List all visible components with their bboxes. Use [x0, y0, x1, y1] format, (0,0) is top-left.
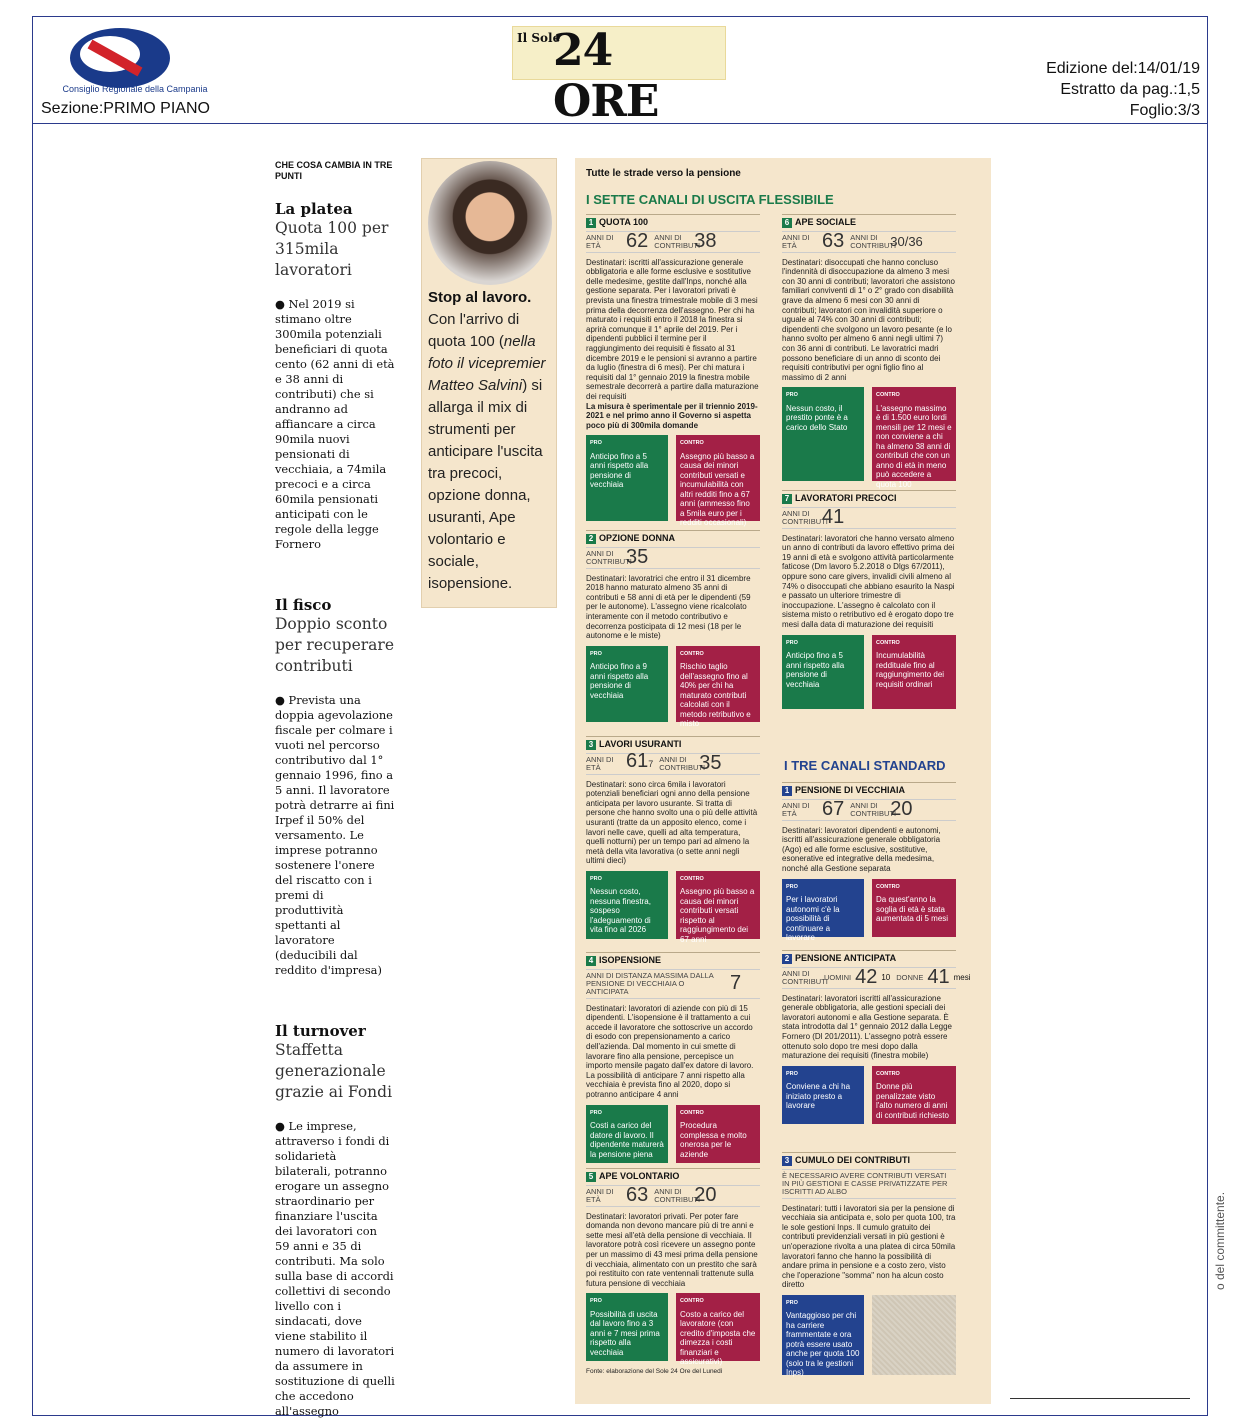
item-head: Il fisco	[275, 596, 332, 614]
bottom-rule	[1010, 1398, 1190, 1408]
card-pensione-anticipata: 2 PENSIONE ANTICIPATA ANNI DI CONTRIBUTI UOMINI 42 10 DONNE 41 mesi Destinatari: lavoratori iscritti all'assicurazione generale obbligatoria, alle gestioni speciali dei lavoratori autonomi e alla Gestione separata. È stata introdotta dal 1° gennaio 2012 dalla Legge Fornero (Dl 201/2011). L'assegno potrà essere ottenuto solo dopo tre mesi dopo dalla maturazione dei requisiti (finestra mobile) PRO Conviene a chi ha iniziato presto a lavorare CONTRO Donne più penalizzate visto l'alto numero di anni di contributi richiesto	[782, 950, 956, 1124]
edition-date: Edizione del:14/01/19	[1046, 60, 1200, 77]
section-label: Sezione:PRIMO PIANO	[41, 100, 210, 117]
section-standard: I TRE CANALI STANDARD	[784, 758, 946, 773]
infographic-panel	[575, 158, 991, 1404]
source-note: Fonte: elaborazione del Sole 24 Ore del Lunedì	[586, 1368, 723, 1376]
panel-title: Tutte le strade verso la pensione	[586, 168, 741, 179]
left-column	[275, 160, 395, 1419]
item-deck: Quota 100 per 315mila lavoratori	[275, 219, 389, 279]
photo-caption: Stop al lavoro. Con l'arrivo di quota 100 (nella foto il vicepremier Matteo Salvini) si allarga il mix di strumenti per anticipare l'uscita tra precoci, opzione donna, usuranti, Ape volontario e sociale, isopensione.	[428, 289, 546, 592]
item-head: Il turnover	[275, 1022, 366, 1040]
item-deck: Doppio sconto per recuperare contributi	[275, 615, 395, 675]
card-ape-volontario: 5 APE VOLONTARIO ANNI DI ETÀ 63 ANNI DI CONTRIBUTI 20 Destinatari: lavoratori privati. Per poter fare domanda non devono mancare più di tre anni e sette mesi all'età della pensione di vecchiaia. Il lavoratore potrà così ricevere un assegno ponte per un massimo di 43 mesi prima della pensione di vecchiaia, alimentato con un prestito che sarà poi restituito con rate ventennali trattenute sulla futura pensione di vecchiaia PRO Possibilità di uscita dal lavoro fino a 3 anni e 7 mesi prima rispetto alla vecchiaia CONTRO Costo a carico del lavoratore (con credito d'imposta che dimezza i costi finanziari e assicurativi) Fonte: elaborazione del Sole 24 Ore del Lunedì	[586, 1168, 760, 1377]
card-quota100: 1 QUOTA 100 ANNI DI ETÀ 62 ANNI DI CONTRIBUTI 38 Destinatari: iscritti all'assicurazione generale obbligatoria e alle forme esclusive e sostitutive delle medesime, gestite dall'Inps, nonché alla gestione separata. Per i lavoratori privati è prevista una finestra trimestrale mobile di 3 mesi prima della decorrenza dell'assegno. Per chi ha maturato i requisiti entro il 2018 la finestra si aprirà comunque il 1° aprile del 2019. Per i dipendenti pubblici il termine per il raggiungimento dei requisiti è fissato al 31 dicembre 2019 e le pensioni si avranno a partire da luglio (finestra di 6 mesi). Per chi matura i requisiti dal 1° gennaio 2019 la finestra mobile semestrale decorrerà a partire dalla maturazione dei requisiti La misura è sperimentale per il triennio 2019-2021 e nel primo anno il Governo si aspetta poco più di 300mila domande PRO Anticipo fino a 5 anni rispetto alla pensione di vecchiaia CONTRO Assegno più basso a causa dei minori contributi versati e incumulabilità con altri redditi fino a 67 anni (ammesso fino a 5mila euro per i redditi occasionali)	[586, 214, 760, 521]
item-body: ● Nel 2019 si stimano oltre 300mila potenziali beneficiari di quota cento (62 anni di età e 38 anni di contributi) che si andranno ad affiancare a circa 90mila nuovi pensionati di vecchiaia, a 74mila precoci e a circa 60mila pensionati anticipati con le regole della legge Fornero	[275, 297, 395, 551]
card-pensione-vecchiaia: 1 PENSIONE DI VECCHIAIA ANNI DI ETÀ 67 ANNI DI CONTRIBUTI 20 Destinatari: lavoratori dipendenti e autonomi, iscritti all'assicurazione generale obbligatoria (Ago) ed alle forme esclusive, sostitutive, esonerative ed integrative della medesima, nonché alla Gestione separata PRO Per i lavoratori autonomi c'è la possibilità di continuare a lavorare CONTRO Da quest'anno la soglia di età è stata aumentata di 5 mesi	[782, 782, 956, 937]
card-lavoratori-precoci: 7 LAVORATORI PRECOCI ANNI DI CONTRIBUTI 41 Destinatari: lavoratori che hanno versato almeno un anno di contributi da lavoro effettivo prima dei 19 anni di età e svolgono attività particolarmente faticose (Dm lavoro 5.2.2018 o Dlgs 67/2011), oppure sono care givers, invalidi civili almeno al 74% o disoccupati che abbiano esaurito la Naspi e passato un ulteriore trimestre di inoccupazione. L'assegno è calcolato con il sistema misto o retributivo ed è erogato dopo tre mesi dalla data di maturazione dei requisiti PRO Anticipo fino a 5 anni rispetto alla pensione di vecchiaia CONTRO Incumulabilità reddituale fino al raggiungimento dei requisiti ordinari	[782, 490, 956, 709]
kicker: CHE COSA CAMBIA IN TRE PUNTI	[275, 160, 393, 181]
masthead-big: 24 ORE	[553, 25, 659, 127]
edition-meta	[1046, 58, 1200, 121]
pattern-block	[872, 1295, 956, 1375]
logo-text: Consiglio Regionale della Campania	[62, 84, 208, 94]
masthead	[512, 25, 726, 127]
side-note: o del committente.	[1213, 1191, 1227, 1290]
card-lavori-usuranti: 3 LAVORI USURANTI ANNI DI ETÀ 617 ANNI DI CONTRIBUTI 35 Destinatari: sono circa 6mila i lavoratori potenziali beneficiari ogni anno della pensione anticipata per lavoro usurante. Si tratta di persone che hanno svolto una o più delle attività usuranti (tratte da un apposito elenco, come i lavori nelle cave, quelli ad alta temperatura, quelli notturni) per un tempo pari ad almeno la metà della vita lavorativa (o sette anni negli ultimi dieci) PRO Nessun costo, nessuna finestra, sospeso l'adeguamento di vita fino al 2026 CONTRO Assegno più basso a causa dei minori contributi versati rispetto al raggiungimento dei 67 anni	[586, 736, 760, 939]
item-body: ● Le imprese, attraverso i fondi di solidarietà bilaterali, potranno erogare un assegno straordinario per finanziare l'uscita dei lavoratori con 59 anni e 35 di contributi. Ma solo sulla base di accordi collettivi di secondo livello con i sindacati, dove viene stabilito il numero di lavoratori da assumere in sostituzione di quelli che accedono all'assegno	[275, 1119, 395, 1418]
salvini-photo	[428, 161, 552, 285]
section-flexible: I SETTE CANALI DI USCITA FLESSIBILE	[586, 192, 834, 207]
photo-box	[421, 158, 557, 608]
extract-page: Estratto da pag.:1,5	[1060, 81, 1200, 98]
card-ape-sociale: 6 APE SOCIALE ANNI DI ETÀ 63 ANNI DI CONTRIBUTI 30/36 Destinatari: disoccupati che hanno concluso l'indennità di disoccupazione da almeno 3 mesi con 30 anni di contributi; lavoratori che assistono familiari conviventi di 1° o 2° grado con disabilità grave da almeno 6 mesi con 30 anni di contributi; lavoratori con invalidità superiore o uguale al 74% con 30 anni di contributi; dipendenti che svolgono un lavoro pesante (e lo hanno svolto per almeno 6 anni negli ultimi 7) con 36 anni di contributi. Le lavoratrici madri possono beneficiare di un anno di sconto dei requisiti contributivi per ogni figlio fino al massimo di 2 anni PRO Nessun costo, il prestito ponte è a carico dello Stato CONTRO L'assegno massimo è di 1.500 euro lordi mensili per 12 mesi e non conviene a chi ha almeno 38 anni di contributi che con un anno di età in meno può accedere a quota 100	[782, 214, 956, 481]
item-body: ● Prevista una doppia agevolazione fiscale per colmare i vuoti nel percorso contributivo dal 1° gennaio 1996, fino a 5 anni. Il lavoratore potrà detrarre ai fini Irpef il 50% del versamento. Le imprese potranno sostenere l'onere del riscatto con i premi di produttività spettanti al lavoratore (deducibili dal reddito d'impresa)	[275, 693, 395, 977]
item-deck: Staffetta generazionale grazie ai Fondi	[275, 1041, 393, 1101]
masthead-small: Il Sole	[517, 31, 561, 45]
card-isopensione: 4 ISOPENSIONE ANNI DI DISTANZA MASSIMA DALLA PENSIONE DI VECCHIAIA O ANTICIPATA 7 Destinatari: lavoratori di aziende con più di 15 dipendenti. L'isopensione è il trattamento a cui accede il lavoratore che sottoscrive un accordo di esodo con prepensionamento a carico dell'azienda. Dal momento in cui smette di lavorare fino alla pensione, percepisce un importo mensile pagato dall'ex datore di lavoro. La possibilità di anticipare 7 anni rispetto alla vecchiaia è prevista fino al 2020, dopo si potranno anticipare 4 anni PRO Costi a carico del datore di lavoro. Il dipendente maturerà la pensione piena CONTRO Procedura complessa e molto onerosa per le aziende	[586, 952, 760, 1163]
sheet-number: Foglio:3/3	[1129, 102, 1200, 119]
item-head: La platea	[275, 200, 353, 218]
card-cumulo-contributi: 3 CUMULO DEI CONTRIBUTI È NECESSARIO AVERE CONTRIBUTI VERSATI IN PIÙ GESTIONI E CASSE PRIVATIZZATE PER ISCRITTI AD ALBO Destinatari: tutti i lavoratori sia per la pensione di vecchiaia sia anticipata e, solo per quota 100, tra le sole gestioni Inps. Il cumulo gratuito dei contributi previdenziali versati in più gestioni è un'operazione rivolta a una platea di circa 50mila lavoratori fanno che hanno la possibilità di andare prima in pensione e a costo zero, visto che l'operazione "somma" non ha alcun costo diretto PRO Vantaggioso per chi ha carriere frammentate e ora potrà essere usato anche per quota 100 (solo tra le gestioni Inps)	[782, 1152, 956, 1375]
card-opzione-donna: 2 OPZIONE DONNA ANNI DI CONTRIBUTI 35 Destinatari: lavoratrici che entro il 31 dicembre 2018 hanno maturato almeno 35 anni di contributi e 58 anni di età per le dipendenti (59 per le autonome). L'assegno viene ricalcolato interamente con il metodo contributivo e decorrenza posticipata di 12 mesi (18 per le autonome e le miste) PRO Anticipo fino a 9 anni rispetto alla pensione di vecchiaia CONTRO Rischio taglio dell'assegno fino al 40% per chi ha maturato contributi calcolati con il metodo retributivo e misto	[586, 530, 760, 722]
